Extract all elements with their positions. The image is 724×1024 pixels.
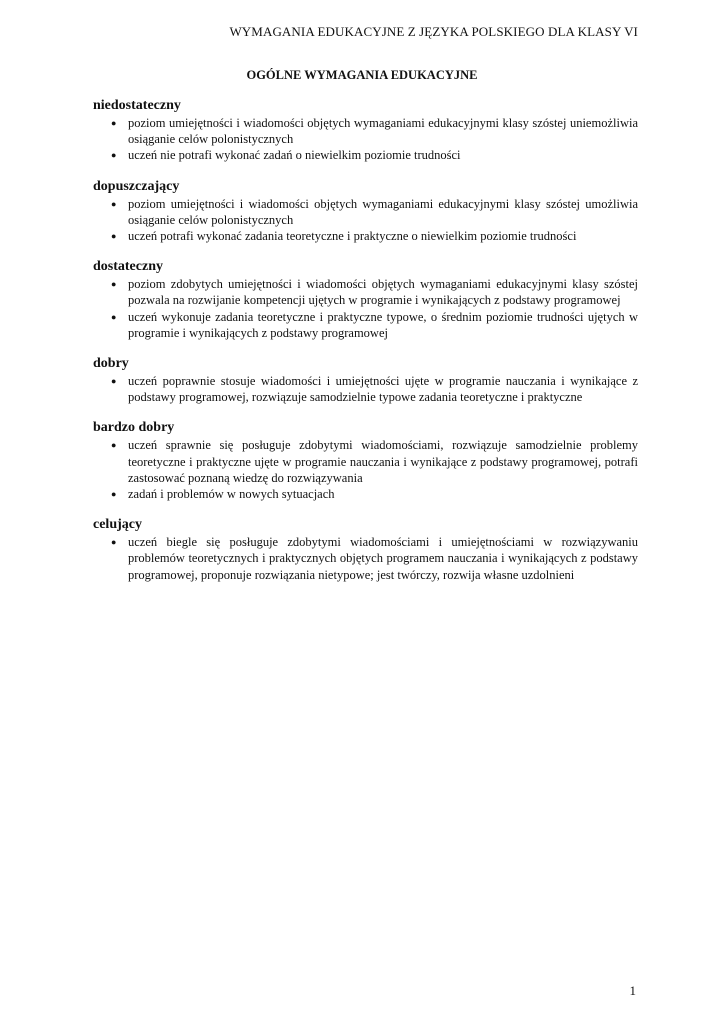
grade-heading: niedostateczny bbox=[93, 98, 181, 113]
grade-section bbox=[93, 97, 638, 164]
requirement-text: uczeń nie potrafi wykonać zadań o niewielkim poziomie trudności bbox=[128, 148, 461, 163]
requirement-text: poziom umiejętności i wiadomości objętych wymaganiami edukacyjnymi klasy szóstej uniemożliwia osiąganie celów polonistycznych bbox=[128, 116, 638, 147]
requirement-item bbox=[93, 309, 638, 341]
grade-section bbox=[93, 178, 638, 245]
grade-section bbox=[93, 419, 638, 502]
requirement-text: uczeń wykonuje zadania teoretyczne i praktyczne typowe, o średnim poziomie trudności ujętych w programie i wynikających z podstawy programowej bbox=[128, 309, 638, 340]
bullet-dot-icon: ● bbox=[111, 311, 117, 322]
page-title: OGÓLNE WYMAGANIA EDUKACYJNE bbox=[246, 68, 478, 82]
requirement-list bbox=[93, 534, 638, 583]
requirement-item bbox=[93, 228, 638, 244]
requirement-item bbox=[93, 147, 638, 163]
requirement-text: uczeń biegle się posługuje zdobytymi wiadomościami i umiejętnościami w rozwiązywaniu problemów teoretycznych i praktycznych objętych programem nauczania i wynikających z podstawy programowej, proponuje rozwiązania nietypowe; jest twórczy, rozwija własne uzdolnieni bbox=[128, 535, 638, 582]
grade-section bbox=[93, 355, 638, 405]
requirement-list bbox=[93, 437, 638, 502]
requirement-text: poziom umiejętności i wiadomości objętych wymaganiami edukacyjnymi klasy szóstej umożliwia osiąganie celów polonistycznych bbox=[128, 196, 638, 227]
requirement-item bbox=[93, 373, 638, 405]
requirement-item bbox=[93, 534, 638, 583]
requirement-list bbox=[93, 373, 638, 405]
requirement-list bbox=[93, 115, 638, 164]
page-number: 1 bbox=[629, 983, 636, 998]
grade-heading: celujący bbox=[93, 517, 142, 533]
requirement-text: poziom zdobytych umiejętności i wiadomości objętych wymaganiami edukacyjnymi klasy szóstej pozwala na rozwijanie kompetencji ujętych w programie i wynikających z podstawy programowej bbox=[128, 277, 638, 308]
requirement-text: uczeń sprawnie się posługuje zdobytymi wiadomościami, rozwiązuje samodzielnie problemy teoretyczne i praktyczne ujęte w programie nauczania i wynikające z podstawy programowej, potrafi zastosować poznaną wiedzę do rozwiązywania bbox=[128, 438, 638, 485]
bullet-dot-icon: ● bbox=[111, 376, 117, 387]
requirement-text: zadań i problemów w nowych sytuacjach bbox=[128, 487, 335, 502]
requirement-item bbox=[93, 437, 638, 486]
grade-heading: dopuszczający bbox=[93, 178, 180, 194]
requirement-item bbox=[93, 115, 638, 147]
bullet-dot-icon: ● bbox=[111, 231, 117, 242]
bullet-dot-icon: ● bbox=[111, 537, 117, 548]
bullet-dot-icon: ● bbox=[111, 440, 117, 451]
grade-requirements bbox=[93, 97, 638, 597]
bullet-dot-icon: ● bbox=[111, 198, 117, 209]
grade-section bbox=[93, 258, 638, 341]
requirement-item bbox=[93, 486, 638, 502]
running-header: WYMAGANIA EDUKACYJNE Z JĘZYKA POLSKIEGO DLA KLASY VI bbox=[229, 24, 638, 39]
bullet-dot-icon: ● bbox=[111, 279, 117, 290]
requirement-text: uczeń poprawnie stosuje wiadomości i umiejętności ujęte w programie nauczania i wynikające z podstawy programowej, rozwiązuje samodzielnie typowe zadania teoretyczne i praktyczne bbox=[128, 374, 638, 405]
requirement-item bbox=[93, 196, 638, 228]
grade-heading: bardzo dobry bbox=[93, 420, 175, 436]
requirement-list bbox=[93, 196, 638, 245]
grade-heading: dostateczny bbox=[93, 259, 163, 275]
bullet-dot-icon: ● bbox=[111, 118, 117, 128]
requirement-text: uczeń potrafi wykonać zadania teoretyczne i praktyczne o niewielkim poziomie trudności bbox=[128, 229, 577, 244]
requirement-item bbox=[93, 276, 638, 308]
grade-section bbox=[93, 516, 638, 583]
grade-heading: dobry bbox=[93, 356, 129, 372]
bullet-dot-icon: ● bbox=[111, 150, 117, 161]
bullet-dot-icon: ● bbox=[111, 489, 117, 500]
requirement-list bbox=[93, 276, 638, 341]
